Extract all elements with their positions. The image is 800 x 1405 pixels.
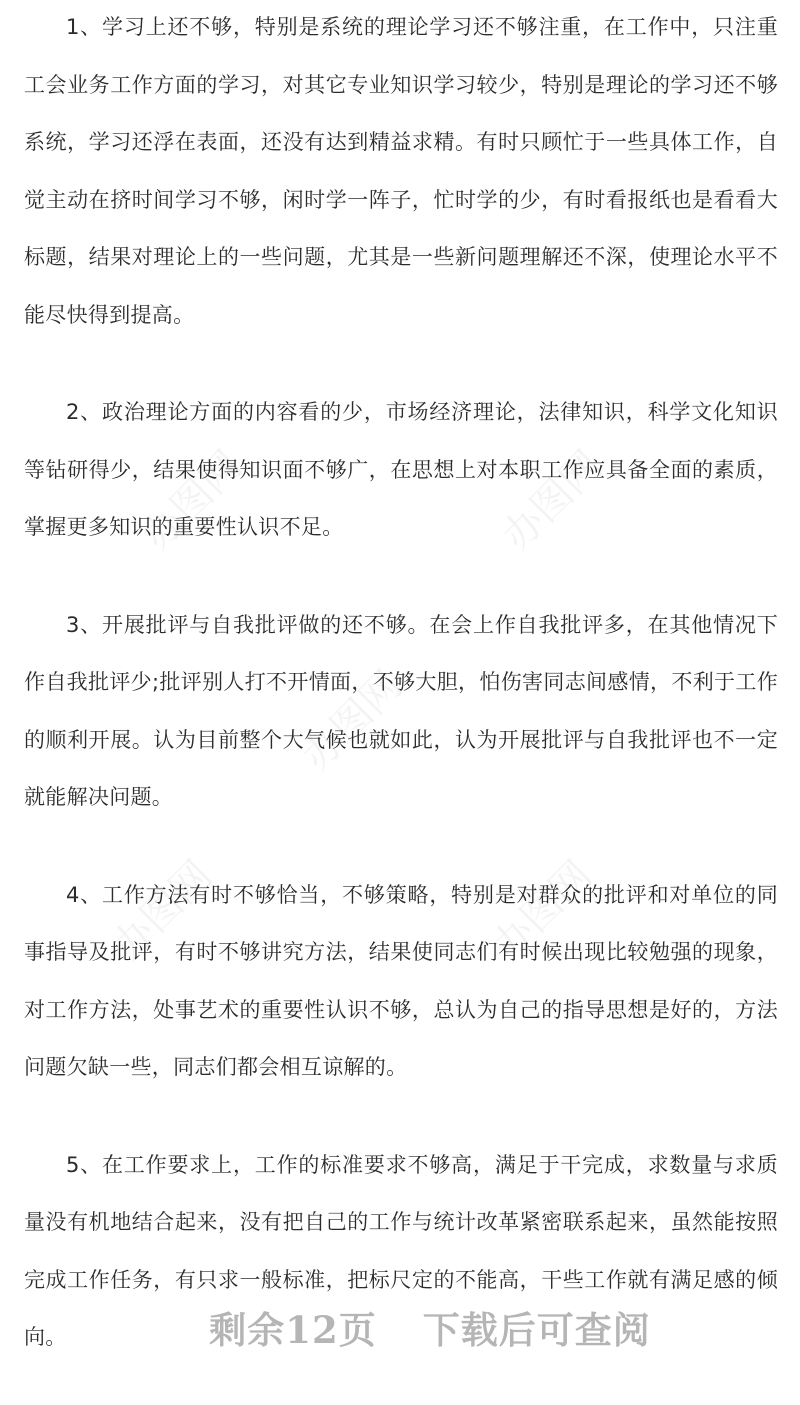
document-body xyxy=(24,0,778,1367)
paragraph-1: 1、学习上还不够，特别是系统的理论学习还不够注重，在工作中，只注重工会业务工作方面的学习，对其它专业知识学习较少，特别是理论的学习还不够系统，学习还浮在表面，还没有达到精益求精。有时只顾忙于一些具体工作，自觉主动在挤时间学习不够，闲时学一阵子，忙时学的少，有时看报纸也是看看大标题，结果对理论上的一些问题，尤其是一些新问题理解还不深，使理论水平不能尽快得到提高。 xyxy=(24,15,778,327)
download-to-view-text: 下载后可查阅 xyxy=(422,1308,651,1352)
remaining-pages-text: 剩余12页 xyxy=(209,1308,377,1352)
paragraph-2: 2、政治理论方面的内容看的少，市场经济理论，法律知识，科学文化知识等钻研得少，结果使得知识面不够广，在思想上对本职工作应具备全面的素质，掌握更多知识的重要性认识不足。 xyxy=(24,400,778,539)
paragraph-4: 4、工作方法有时不够恰当，不够策略，特别是对群众的批评和对单位的同事指导及批评，有时不够讲究方法，结果使同志们有时候出现比较勉强的现象，对工作方法，处事艺术的重要性认识不够，总认为自己的指导思想是好的，方法问题欠缺一些，同志们都会相互谅解的。 xyxy=(24,882,778,1079)
paragraph-5: 5、在工作要求上，工作的标准要求不够高，满足于干完成，求数量与求质量没有机地结合起来，没有把自己的工作与统计改革紧密联系起来，虽然能按照完成工作任务，有只求一般标准，把标尺定的不能高，干些工作就有满足感的倾向。 xyxy=(24,1152,778,1349)
download-notice[interactable] xyxy=(0,1300,800,1354)
paragraph-3: 3、开展批评与自我批评做的还不够。在会上作自我批评多，在其他情况下作自我批评少;批评别人打不开情面，不够大胆，怕伤害同志间感情，不利于工作的顺利开展。认为目前整个大气候也就如此，认为开展批评与自我批评也不一定就能解决问题。 xyxy=(24,612,778,809)
